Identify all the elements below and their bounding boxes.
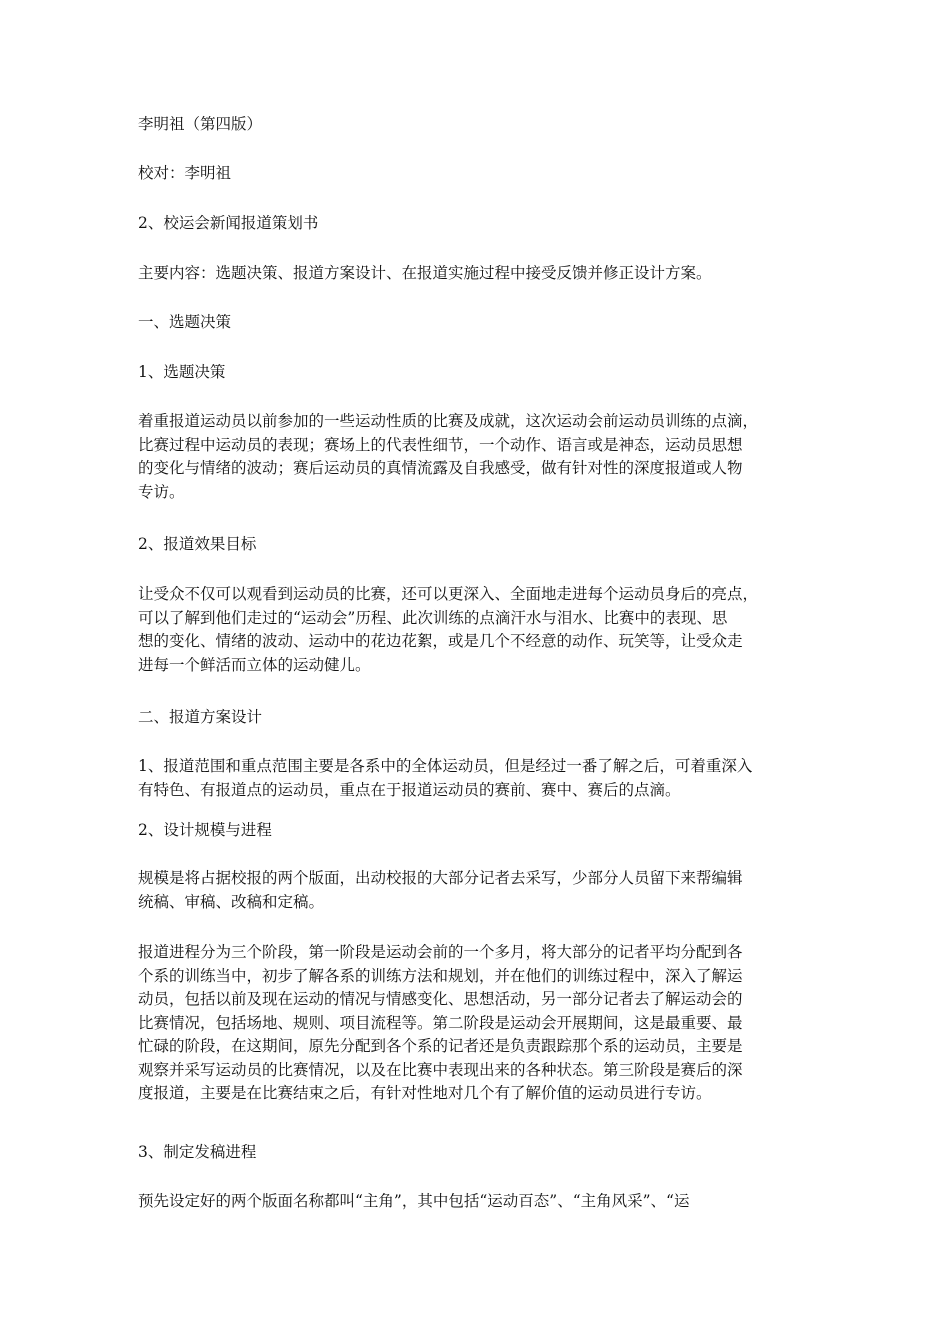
paragraph-progress-stages: 报道进程分为三个阶段，第一阶段是运动会前的一个多月，将大部分的记者平均分配到各 个系的训练当中，初步了解各系的训练方法和规划，并在他们的训练过程中，深入了解运 动员，包括以前及现在运动的情况与情感变化、思想活动，另一部分记者去了解运动会的 比赛情况，包括场地、规则、项目流程等。第二阶段是运动会开展期间，这是最重要、最 忙碌的阶段，在这期间，原先分配到各个系的记者还是负责跟踪那个系的运动员，主要是 观察并采写运动员的比赛情况，以及在比赛中表现出来的各种状态。第三阶段是赛后的深 度报道，主要是在比赛结束之后，有针对性地对几个有了解价值的运动员进行专访。 — [138, 943, 743, 1102]
document-title: 2、校运会新闻报道策划书 — [138, 214, 319, 232]
main-content-summary: 主要内容：选题决策、报道方案设计、在报道实施过程中接受反馈并修正设计方案。 — [138, 264, 712, 282]
author-line: 李明祖（第四版） — [138, 115, 263, 133]
subheading-scale-progress: 2、设计规模与进程 — [138, 821, 272, 839]
paragraph-scale: 规模是将占据校报的两个版面，出动校报的大部分记者去采写，少部分人员留下来帮编辑 统稿、审稿、改稿和定稿。 — [138, 869, 743, 911]
subheading-effect-goals: 2、报道效果目标 — [138, 535, 257, 553]
paragraph-release-schedule: 预先设定好的两个版面名称都叫“主角”，其中包括“运动百态”、“主角风采”、“运 — [138, 1192, 690, 1210]
paragraph-coverage-scope: 1、报道范围和重点范围主要是各系中的全体运动员，但是经过一番了解之后，可着重深入 有特色、有报道点的运动员，重点在于报道运动员的赛前、赛中、赛后的点滴。 — [138, 757, 753, 799]
proofreader-line: 校对：李明祖 — [138, 164, 232, 182]
paragraph-effect-goals: 让受众不仅可以观看到运动员的比赛，还可以更深入、全面地走进每个运动员身后的亮点， 可以了解到他们走过的“运动会”历程、此次训练的点滴汗水与泪水、比赛中的表现、思 想的变化、情绪的波动、运动中的花边花絮，或是几个不经意的动作、玩笑等，让受众走 进每一个鲜活而立体的运动健儿。 — [138, 585, 759, 674]
paragraph-topic-decision: 着重报道运动员以前参加的一些运动性质的比赛及成就，这次运动会前运动员训练的点滴， 比赛过程中运动员的表现；赛场上的代表性细节，一个动作、语言或是神态，运动员思想 的变化与情绪的波动；赛后运动员的真情流露及自我感受，做有针对性的深度报道或人物 专访。 — [138, 412, 759, 501]
subheading-topic-decision: 1、选题决策 — [138, 363, 226, 381]
subheading-release-schedule: 3、制定发稿进程 — [138, 1143, 257, 1161]
section-heading-topic-decision: 一、选题决策 — [138, 313, 232, 331]
section-heading-plan-design: 二、报道方案设计 — [138, 708, 263, 726]
